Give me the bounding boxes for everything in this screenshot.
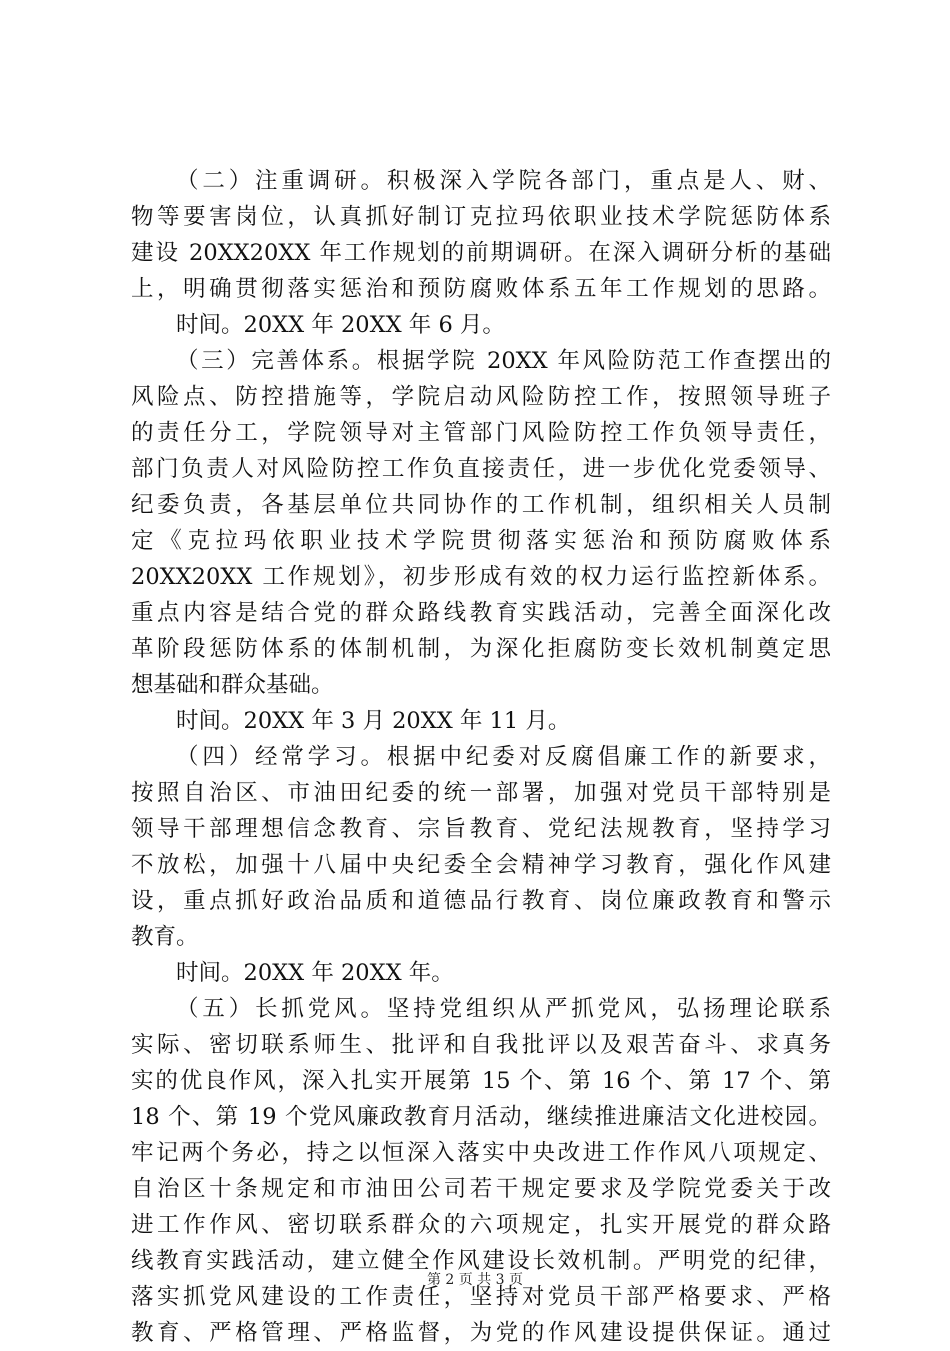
paragraph-line: 教育、严格管理、严格监督，为党的作风建设提供保证。通过 <box>131 1320 831 1346</box>
paragraph-line: 部门负责人对风险防控工作负直接责任，进一步优化党委领导、 <box>131 456 831 482</box>
paragraph-line: 定《克拉玛依职业技术学院贯彻落实惩治和预防腐败体系 <box>131 528 831 554</box>
page-number-footer: 第 2 页 共 3 页 <box>426 1272 524 1288</box>
paragraph-line: 落实抓党风建设的工作责任，坚持对党员干部严格要求、严格 <box>131 1284 831 1310</box>
paragraph-line: 实的优良作风，深入扎实开展第 15 个、第 16 个、第 17 个、第 <box>131 1068 831 1094</box>
paragraph-line: 线教育实践活动，建立健全作风建设长效机制。严明党的纪律， <box>131 1248 831 1274</box>
paragraph-line: 自治区十条规定和市油田公司若干规定要求及学院党委关于改 <box>131 1176 831 1202</box>
paragraph-line: 18 个、第 19 个党风廉政教育月活动，继续推进廉洁文化进校园。 <box>131 1104 831 1130</box>
paragraph-line: 牢记两个务必，持之以恒深入落实中央改进工作作风八项规定、 <box>131 1140 831 1166</box>
paragraph-line: 进工作作风、密切联系群众的六项规定，扎实开展党的群众路 <box>131 1212 831 1238</box>
paragraph-line: 教育。 <box>131 924 199 950</box>
paragraph-line: 设，重点抓好政治品质和道德品行教育、岗位廉政教育和警示 <box>131 888 831 914</box>
paragraph-line: （五）长抓党风。坚持党组织从严抓党风，弘扬理论联系 <box>176 996 831 1022</box>
paragraph-line: 建设 20XX20XX 年工作规划的前期调研。在深入调研分析的基础 <box>131 240 831 266</box>
paragraph-line: 革阶段惩防体系的体制机制，为深化拒腐防变长效机制奠定思 <box>131 636 831 662</box>
paragraph-line: 想基础和群众基础。 <box>131 672 334 698</box>
paragraph-line: 纪委负责，各基层单位共同协作的工作机制，组织相关人员制 <box>131 492 831 518</box>
paragraph-line: 风险点、防控措施等，学院启动风险防控工作，按照领导班子 <box>131 384 831 410</box>
paragraph-line: 领导干部理想信念教育、宗旨教育、党纪法规教育，坚持学习 <box>131 816 831 842</box>
paragraph-line: （四）经常学习。根据中纪委对反腐倡廉工作的新要求， <box>176 744 831 770</box>
paragraph-line: 上，明确贯彻落实惩治和预防腐败体系五年工作规划的思路。 <box>131 276 831 302</box>
paragraph-line: （二）注重调研。积极深入学院各部门，重点是人、财、 <box>176 168 831 194</box>
paragraph-line: 时间。20XX 年 20XX 年。 <box>176 960 454 986</box>
paragraph-line: 时间。20XX 年 20XX 年 6 月。 <box>176 312 505 338</box>
paragraph-line: 按照自治区、市油田纪委的统一部署，加强对党员干部特别是 <box>131 780 831 806</box>
paragraph-line: 的责任分工，学院领导对主管部门风险防控工作负领导责任， <box>131 420 831 446</box>
paragraph-line: 物等要害岗位，认真抓好制订克拉玛依职业技术学院惩防体系 <box>131 204 831 230</box>
paragraph-line: 实际、密切联系师生、批评和自我批评以及艰苦奋斗、求真务 <box>131 1032 831 1058</box>
paragraph-line: 时间。20XX 年 3 月 20XX 年 11 月。 <box>176 708 571 734</box>
paragraph-line: 不放松，加强十八届中央纪委全会精神学习教育，强化作风建 <box>131 852 831 878</box>
paragraph-line: 重点内容是结合党的群众路线教育实践活动，完善全面深化改 <box>131 600 831 626</box>
document-body <box>131 163 831 1351</box>
paragraph-line: 20XX20XX 工作规划》，初步形成有效的权力运行监控新体系。 <box>131 564 831 590</box>
paragraph-line: （三）完善体系。根据学院 20XX 年风险防范工作查摆出的 <box>176 348 831 374</box>
